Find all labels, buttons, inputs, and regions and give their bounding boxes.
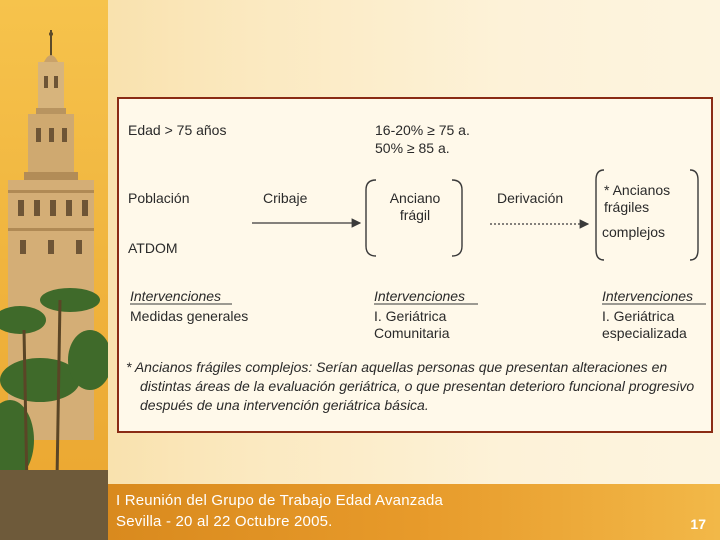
footer-location-date: Sevilla - 20 al 22 Octubre 2005.: [116, 513, 333, 530]
edad-label: Edad > 75 años: [128, 122, 227, 138]
anciano-fragil-label: Anciano frágil: [389, 190, 441, 223]
footnote-text: * Ancianos frágiles complejos: Serían aquellas personas que presentan alteraciones en distintas áreas de la evaluación geriátrica, o que presentan deterioro funcional progresivo después de una intervención geriátrica básica.: [126, 359, 695, 413]
intervenciones-2-label: Intervenciones: [374, 288, 466, 304]
percentage-line-1: 16-20% ≥ 75 a.: [375, 122, 470, 138]
ancianos-fragiles-label: * Ancianos frágiles: [604, 182, 671, 215]
intervenciones-1-label: Intervenciones: [130, 288, 222, 304]
fragiles-left-bracket: [596, 170, 604, 260]
complejos-label: complejos: [602, 224, 666, 240]
anciano-left-bracket: [366, 180, 376, 256]
fragiles-right-bracket: [690, 170, 698, 260]
poblacion-label: Población: [128, 190, 190, 206]
derivacion-label: Derivación: [497, 190, 564, 206]
atdom-label: ATDOM: [128, 240, 178, 256]
geriatrica-comunitaria-label: I. Geriátrica Comunitaria: [374, 308, 450, 341]
geriatrica-especializada-label: I. Geriátrica especializada: [602, 308, 687, 341]
percentage-line-2: 50% ≥ 85 a.: [375, 140, 450, 156]
cribaje-label: Cribaje: [263, 190, 308, 206]
page-number: 17: [690, 516, 706, 532]
intervenciones-3-label: Intervenciones: [602, 288, 694, 304]
footer-title: I Reunión del Grupo de Trabajo Edad Avanzada: [116, 492, 444, 509]
medidas-generales-label: Medidas generales: [130, 308, 249, 324]
anciano-right-bracket: [452, 180, 462, 256]
